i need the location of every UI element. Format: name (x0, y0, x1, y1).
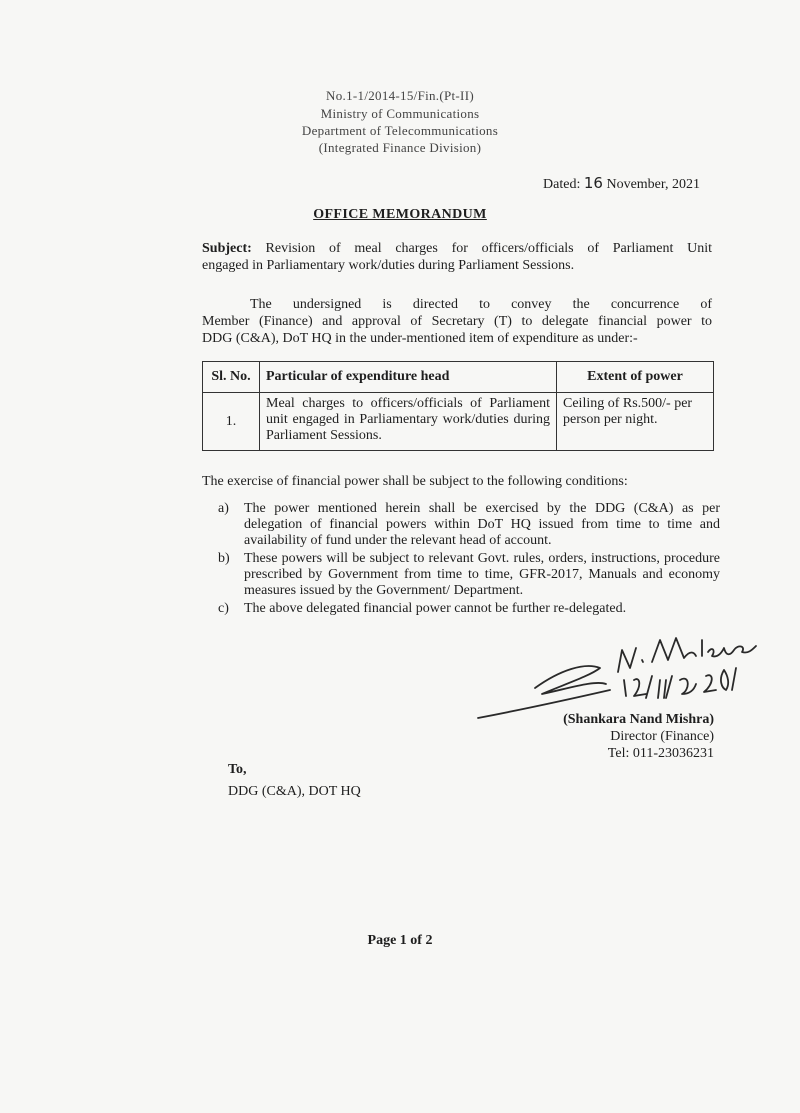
to-label: To, (228, 762, 247, 777)
condition-marker: c) (218, 601, 229, 616)
date-day: 16 (583, 174, 603, 192)
page-number: Page 1 of 2 (367, 933, 433, 948)
department-name: Department of Telecommunications (301, 123, 499, 138)
condition-marker: a) (218, 501, 229, 516)
subject-line-2: engaged in Parliamentary work/duties during Parliament Sessions. (202, 258, 575, 273)
condition-marker: b) (218, 551, 230, 566)
date-month-year: November, 2021 (606, 177, 700, 192)
body-line-1: The undersigned is directed to convey the concurrence of (250, 297, 712, 312)
signatory-designation: Director (Finance) (610, 729, 714, 744)
col-sl-no: Sl. No. (203, 362, 260, 393)
subject-label: Subject: (202, 241, 252, 256)
date-label: Dated: (543, 177, 581, 192)
condition-text: The above delegated financial power cannot be further re-delegated. (244, 601, 627, 616)
ministry-name: Ministry of Communications (320, 106, 480, 121)
condition-text: The power mentioned herein shall be exercised by the DDG (C&A) as per delegation of financial powers within DoT HQ issued from time to time and availability of fund under the relevant head of account. (244, 501, 720, 548)
body-line-2: Member (Finance) and approval of Secretary (T) to delegate financial power to (202, 314, 712, 329)
signatory-telephone: Tel: 011-23036231 (607, 746, 714, 761)
signatory-name: (Shankara Nand Mishra) (563, 712, 714, 727)
body-line-3: DDG (C&A), DoT HQ in the under-mentioned item of expenditure as under:- (202, 331, 638, 346)
col-extent: Extent of power (557, 362, 714, 393)
cell-particular: Meal charges to officers/officials of Parliament unit engaged in Parliamentary work/duties during Parliament Sessions. (260, 393, 557, 451)
addressee-name: DDG (C&A), DOT HQ (228, 784, 361, 799)
cell-extent: Ceiling of Rs.500/- per person per night. (557, 393, 714, 451)
conditions-intro: The exercise of financial power shall be subject to the following conditions: (202, 474, 628, 489)
col-particular: Particular of expenditure head (260, 362, 557, 393)
condition-text: These powers will be subject to relevant Govt. rules, orders, instructions, procedure prescribed by Government from time to time, GFR-2017, Manuals and economy measures issued by the Government/ Department. (244, 551, 720, 598)
cell-sl: 1. (203, 393, 260, 451)
subject-line-1: Subject: Revision of meal charges for officers/officials of Parliament Unit (202, 241, 712, 256)
division-name: (Integrated Finance Division) (318, 140, 482, 155)
file-number: No.1-1/2014-15/Fin.(Pt-II) (326, 88, 474, 103)
memo-title: OFFICE MEMORANDUM (313, 207, 487, 222)
